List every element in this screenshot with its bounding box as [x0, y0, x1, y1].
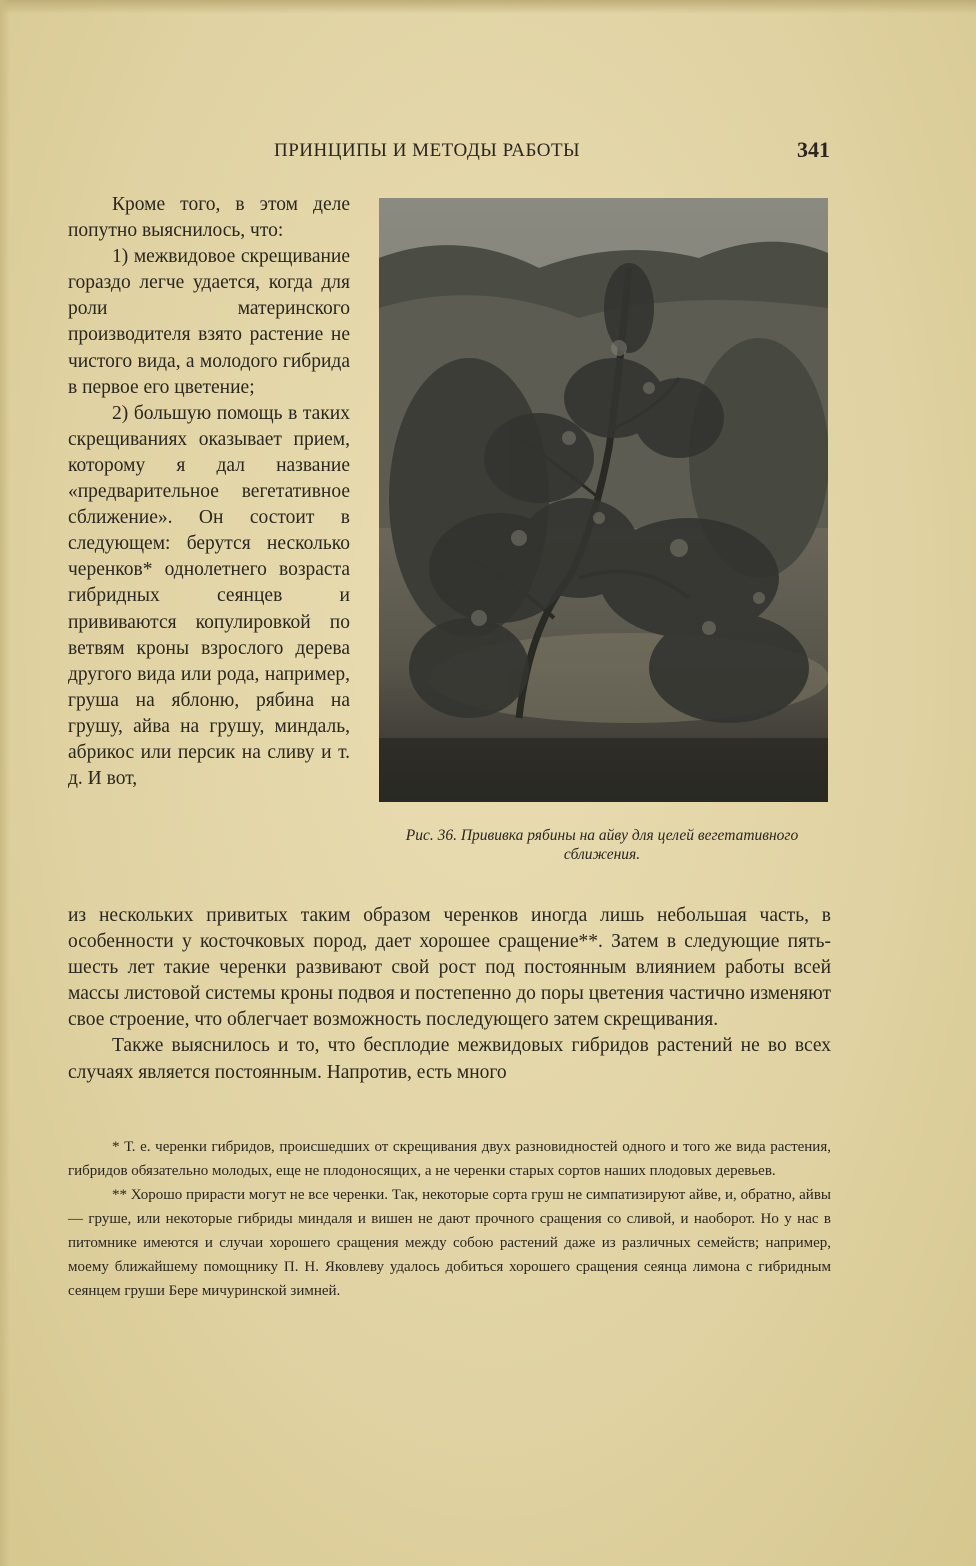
tree-photo	[379, 198, 828, 802]
body-text	[68, 903, 831, 1086]
page-number: 341	[797, 137, 830, 162]
column-text	[68, 192, 350, 792]
page-edge-shadow-left	[0, 0, 10, 1566]
paragraph: 2) большую помощь в таких скрещиваниях оказывает прием, которому я дал название «предварительное вегетативное сближение». Он состоит в следующем: берутся несколько черенков* однолетнего возраста гибридных сеянцев и прививаются копулировкой по ветвям кроны взрослого дерева другого вида или рода, например, груша на яблоню, рябина на грушу, айва на грушу, миндаль, абрикос или персик на сливу и т. д. И вот,	[68, 402, 350, 790]
paragraph: Также выяснилось и то, что бесплодие межвидовых гибридов растений не во всех случаях является постоянным. Напротив, есть много	[68, 1035, 831, 1083]
paragraph: Кроме того, в этом деле попутно выяснилось, что:	[68, 194, 350, 242]
footnote: ** Хорошо прирасти могут не все черенки. Так, некоторые сорта груш не симпатизируют айве, и, обратно, айвы — груше, или некоторые гибриды миндаля и вишен не дают прочного сращения со сливой, и наоборот. Но у нас в питомнике имеются и случаи хорошего сращения между собою растений даже из различных семейств; например, моему ближайшему помощнику П. Н. Яковлеву удалось добиться хорошего сращения сеянца лимона с гибридным сеянцем груши Бере мичуринской зимней.	[68, 1187, 831, 1299]
footnotes	[68, 1135, 831, 1303]
figure-caption	[372, 826, 832, 864]
header-title: ПРИНЦИПЫ И МЕТОДЫ РАБОТЫ	[274, 140, 581, 161]
figure-label: Рис. 36.	[405, 827, 457, 844]
paragraph: из нескольких привитых таким образом черенков иногда лишь небольшая часть, в особенности у косточковых пород, дает хорошее сращение**. Затем в следующие пять-шесть лет такие черенки развивают свой рост под постоянным влиянием работы всей массы листовой системы кроны подвоя и постепенно до поры цветения частично изменяют свое строение, что облегчает возможность последующего затем скрещивания.	[68, 905, 831, 1031]
photo-figure	[379, 198, 828, 802]
footnote: * Т. е. черенки гибридов, происшедших от скрещивания двух разновидностей одного и того же вида растения, гибридов обязательно молодых, еще не плодоносящих, а не черенки старых сортов наших плодовых деревьев.	[68, 1139, 831, 1179]
running-header	[66, 137, 830, 166]
page-edge-shadow-top	[0, 0, 976, 14]
paragraph: 1) межвидовое скрещивание гораздо легче удается, когда для роли материнского производителя взято растение не чистого вида, а молодого гибрида в первое его цветение;	[68, 246, 350, 398]
figure-caption-text: Прививка рябины на айву для целей вегетативного сближения.	[460, 827, 799, 863]
